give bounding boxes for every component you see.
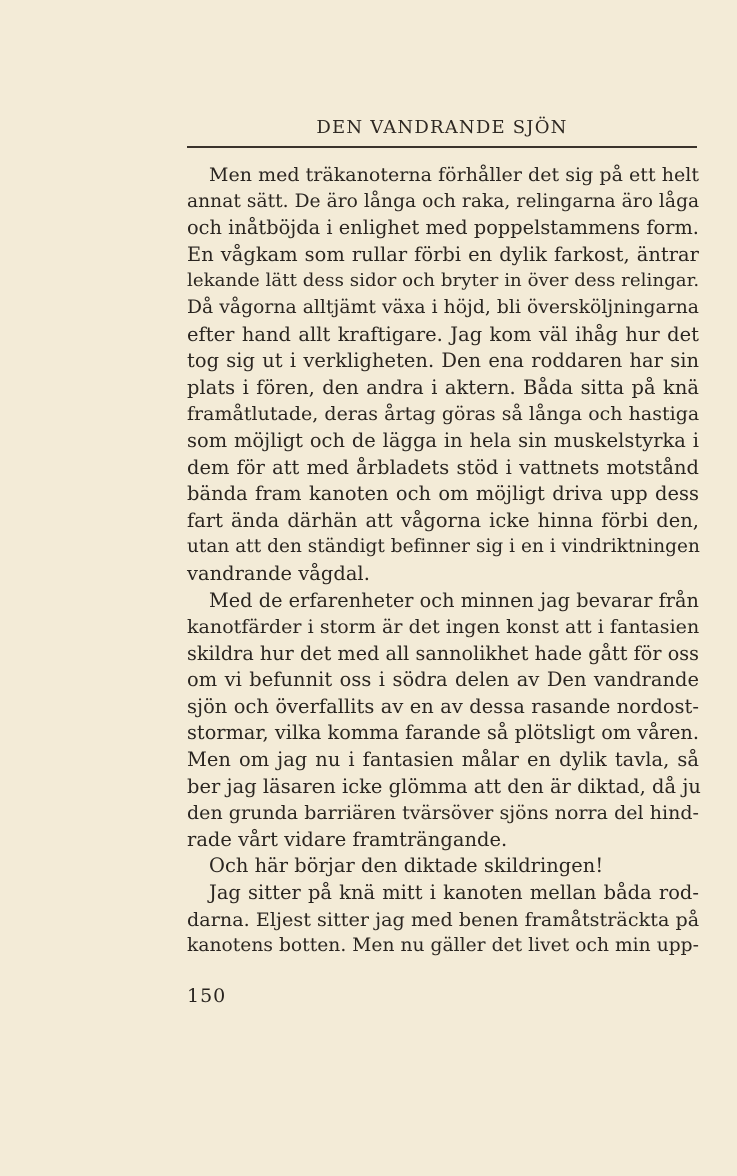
text-line: sjön och överfallits av en av dessa rasande nordost- (187, 694, 699, 718)
text-line: kanotfärder i storm är det ingen konst att i fantasien (187, 616, 700, 639)
text-line: som möjligt och de lägga in hela sin muskelstyrka i (187, 428, 699, 452)
header-rule (187, 146, 697, 148)
text-line: framåtlutade, deras årtag göras så långa och hastiga (187, 403, 700, 426)
text-line: En vågkam som rullar förbi en dylik farkost, äntrar (187, 242, 699, 266)
text-line: den grunda barriären tvärsöver sjöns norra del hind- (187, 802, 699, 825)
text-line: vandrande vågdal. (187, 561, 370, 585)
page-number: 150 (187, 985, 227, 1007)
text-line: rade vårt vidare framträngande. (187, 827, 508, 851)
text-line: om vi befunnit oss i södra delen av Den vandrande (187, 668, 699, 692)
text-line: stormar, vilka komma farande så plötsligt om våren. (187, 721, 699, 745)
text-line: fart ända därhän att vågorna icke hinna förbi den, (187, 508, 699, 532)
running-header: DEN VANDRANDE SJÖN (316, 117, 568, 138)
text-line: Med de erfarenheter och minnen jag bevarar från (209, 588, 699, 612)
text-line: ber jag läsaren icke glömma att den är diktad, då ju (187, 774, 701, 798)
text-line: skildra hur det med all sannolikhet hade gått för oss (187, 641, 699, 665)
text-line: dem för att med årbladets stöd i vattnets motstånd (187, 455, 699, 479)
text-line: Och här börjar den diktade skildringen! (209, 854, 604, 878)
text-line: Men om jag nu i fantasien målar en dylik tavla, så (187, 748, 699, 772)
text-line: utan att den ständigt befinner sig i en i vindriktningen (187, 536, 700, 558)
text-line: plats i fören, den andra i aktern. Båda sitta på knä (187, 375, 699, 399)
text-line: tog sig ut i verkligheten. Den ena roddaren har sin (187, 349, 699, 373)
text-line: annat sätt. De äro långa och raka, relingarna äro låga (187, 190, 700, 212)
text-line: Då vågorna alltjämt växa i höjd, bli översköljningarna (187, 296, 699, 318)
body-text (187, 162, 699, 960)
text-line: bända fram kanoten och om möjligt driva upp dess (187, 482, 699, 506)
text-line: darna. Eljest sitter jag med benen framåtsträckta på (187, 907, 700, 931)
text-line: efter hand allt kraftigare. Jag kom väl ihåg hur det (187, 322, 699, 346)
text-line: Men med träkanoterna förhåller det sig på ett helt (209, 164, 699, 186)
text-line: Jag sitter på knä mitt i kanoten mellan båda rod- (209, 881, 699, 905)
text-line: och inåtböjda i enlighet med poppelstammens form. (187, 216, 699, 240)
text-line: kanotens botten. Men nu gäller det livet och min upp- (187, 935, 699, 957)
text-line: lekande lätt dess sidor och bryter in över dess relingar. (187, 270, 700, 292)
